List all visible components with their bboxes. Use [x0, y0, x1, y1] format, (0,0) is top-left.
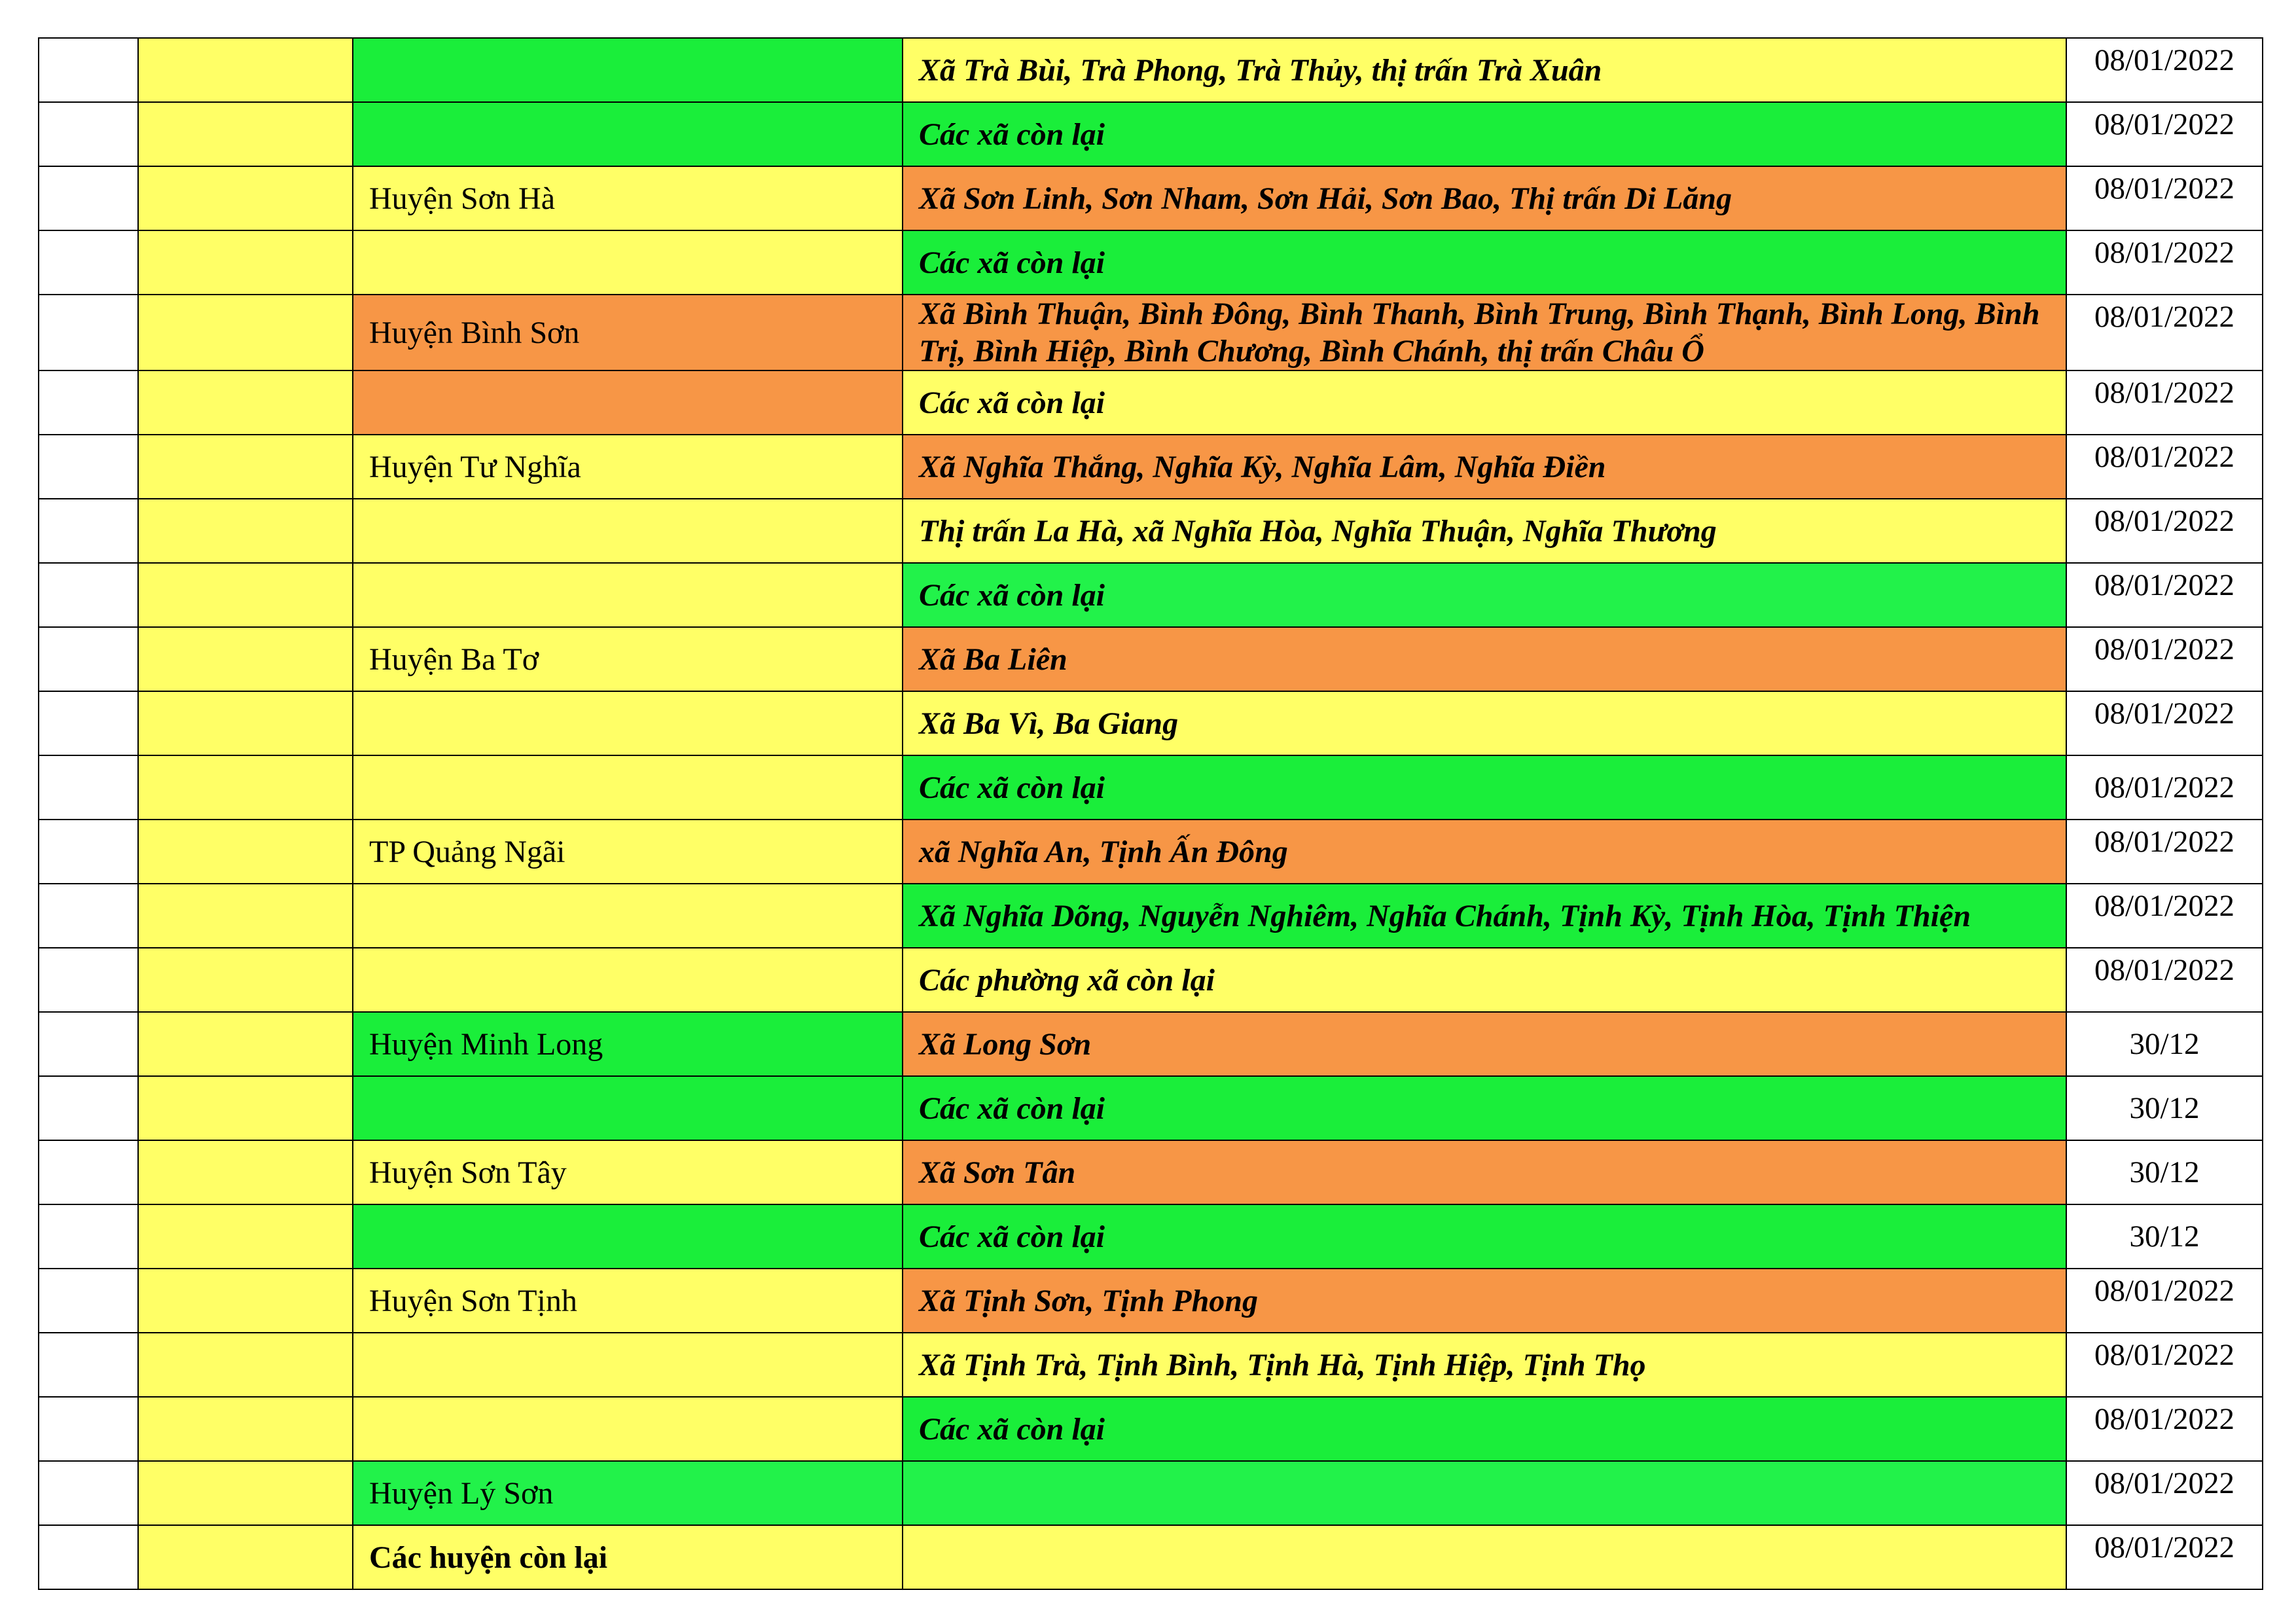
district-cell: [353, 38, 903, 102]
table-row: [39, 884, 2263, 948]
province-cell: [138, 1397, 353, 1461]
table-row: [39, 1333, 2263, 1397]
province-cell: [138, 691, 353, 755]
table-row: [39, 1076, 2263, 1140]
commune-cell: Xã Ba Liên: [903, 627, 2066, 691]
province-cell: [138, 295, 353, 370]
index-cell: [39, 1269, 138, 1333]
date-cell: 08/01/2022: [2066, 1461, 2263, 1525]
commune-cell: Các xã còn lại: [903, 1397, 2066, 1461]
commune-cell: Các xã còn lại: [903, 755, 2066, 820]
index-cell: [39, 102, 138, 166]
table-row: [39, 435, 2263, 499]
date-cell: 08/01/2022: [2066, 948, 2263, 1012]
table-row: [39, 820, 2263, 884]
district-cell: Huyện Sơn Hà: [353, 166, 903, 230]
table-row: [39, 948, 2263, 1012]
commune-cell: Xã Sơn Tân: [903, 1140, 2066, 1204]
district-cell: [353, 1397, 903, 1461]
zone-table: [38, 37, 2263, 1590]
table-row: [39, 102, 2263, 166]
index-cell: [39, 499, 138, 563]
index-cell: [39, 1204, 138, 1269]
province-cell: [138, 1461, 353, 1525]
date-cell: 08/01/2022: [2066, 1333, 2263, 1397]
commune-cell: Các xã còn lại: [903, 1204, 2066, 1269]
table-row: [39, 1012, 2263, 1076]
table-row: [39, 1140, 2263, 1204]
index-cell: [39, 627, 138, 691]
date-cell: 08/01/2022: [2066, 691, 2263, 755]
commune-cell: Các xã còn lại: [903, 230, 2066, 295]
commune-cell: Các xã còn lại: [903, 1076, 2066, 1140]
district-cell: [353, 499, 903, 563]
date-cell: 30/12: [2066, 1140, 2263, 1204]
table-row: [39, 295, 2263, 370]
province-cell: [138, 1525, 353, 1589]
index-cell: [39, 1461, 138, 1525]
table-row: [39, 1204, 2263, 1269]
district-cell: [353, 948, 903, 1012]
date-cell: 08/01/2022: [2066, 820, 2263, 884]
index-cell: [39, 1525, 138, 1589]
table-row: [39, 38, 2263, 102]
date-cell: 30/12: [2066, 1076, 2263, 1140]
commune-cell: Xã Sơn Linh, Sơn Nham, Sơn Hải, Sơn Bao, Thị trấn Di Lăng: [903, 166, 2066, 230]
province-cell: [138, 38, 353, 102]
table-row: [39, 755, 2263, 820]
zone-table-body: [39, 38, 2263, 1589]
table-row: [39, 627, 2263, 691]
date-cell: 08/01/2022: [2066, 1397, 2263, 1461]
province-cell: [138, 563, 353, 627]
date-cell: 08/01/2022: [2066, 627, 2263, 691]
index-cell: [39, 884, 138, 948]
district-cell: Huyện Lý Sơn: [353, 1461, 903, 1525]
province-cell: [138, 1333, 353, 1397]
province-cell: [138, 755, 353, 820]
district-cell: Huyện Minh Long: [353, 1012, 903, 1076]
commune-cell: Xã Ba Vì, Ba Giang: [903, 691, 2066, 755]
index-cell: [39, 1333, 138, 1397]
commune-cell: [903, 1461, 2066, 1525]
commune-cell: Các xã còn lại: [903, 370, 2066, 435]
date-cell: 08/01/2022: [2066, 755, 2263, 820]
table-row: [39, 1525, 2263, 1589]
district-cell: [353, 563, 903, 627]
district-cell: Huyện Sơn Tịnh: [353, 1269, 903, 1333]
date-cell: 08/01/2022: [2066, 884, 2263, 948]
index-cell: [39, 295, 138, 370]
table-row: [39, 499, 2263, 563]
date-cell: 08/01/2022: [2066, 295, 2263, 370]
date-cell: 08/01/2022: [2066, 435, 2263, 499]
province-cell: [138, 499, 353, 563]
commune-cell: Các xã còn lại: [903, 102, 2066, 166]
province-cell: [138, 948, 353, 1012]
district-cell: [353, 691, 903, 755]
date-cell: 08/01/2022: [2066, 499, 2263, 563]
commune-cell: Các phường xã còn lại: [903, 948, 2066, 1012]
province-cell: [138, 884, 353, 948]
date-cell: 08/01/2022: [2066, 563, 2263, 627]
district-cell: Huyện Sơn Tây: [353, 1140, 903, 1204]
province-cell: [138, 820, 353, 884]
commune-cell: Thị trấn La Hà, xã Nghĩa Hòa, Nghĩa Thuận, Nghĩa Thương: [903, 499, 2066, 563]
district-cell: TP Quảng Ngãi: [353, 820, 903, 884]
district-cell: Huyện Bình Sơn: [353, 295, 903, 370]
index-cell: [39, 230, 138, 295]
table-row: [39, 691, 2263, 755]
date-cell: 08/01/2022: [2066, 1525, 2263, 1589]
index-cell: [39, 563, 138, 627]
index-cell: [39, 691, 138, 755]
province-cell: [138, 435, 353, 499]
province-cell: [138, 1204, 353, 1269]
province-cell: [138, 627, 353, 691]
district-cell: [353, 1333, 903, 1397]
province-cell: [138, 370, 353, 435]
table-row: [39, 230, 2263, 295]
district-cell: Huyện Ba Tơ: [353, 627, 903, 691]
table-row: [39, 1269, 2263, 1333]
index-cell: [39, 755, 138, 820]
district-cell: [353, 1076, 903, 1140]
index-cell: [39, 1076, 138, 1140]
table-row: [39, 370, 2263, 435]
date-cell: 08/01/2022: [2066, 370, 2263, 435]
province-cell: [138, 102, 353, 166]
index-cell: [39, 370, 138, 435]
commune-cell: Xã Tịnh Trà, Tịnh Bình, Tịnh Hà, Tịnh Hiệp, Tịnh Thọ: [903, 1333, 2066, 1397]
province-cell: [138, 1012, 353, 1076]
index-cell: [39, 166, 138, 230]
commune-cell: Xã Nghĩa Dõng, Nguyễn Nghiêm, Nghĩa Chánh, Tịnh Kỳ, Tịnh Hòa, Tịnh Thiện: [903, 884, 2066, 948]
date-cell: 30/12: [2066, 1012, 2263, 1076]
province-cell: [138, 1076, 353, 1140]
province-cell: [138, 1269, 353, 1333]
province-cell: [138, 230, 353, 295]
commune-cell: Xã Bình Thuận, Bình Đông, Bình Thanh, Bình Trung, Bình Thạnh, Bình Long, Bình Trị, Bình Hiệp, Bình Chương, Bình Chánh, thị trấn Châu Ổ: [903, 295, 2066, 370]
date-cell: 08/01/2022: [2066, 166, 2263, 230]
date-cell: 08/01/2022: [2066, 230, 2263, 295]
district-cell: Huyện Tư Nghĩa: [353, 435, 903, 499]
commune-cell: xã Nghĩa An, Tịnh Ấn Đông: [903, 820, 2066, 884]
index-cell: [39, 1140, 138, 1204]
commune-cell: Xã Trà Bùi, Trà Phong, Trà Thủy, thị trấn Trà Xuân: [903, 38, 2066, 102]
index-cell: [39, 1397, 138, 1461]
date-cell: 08/01/2022: [2066, 102, 2263, 166]
commune-cell: [903, 1525, 2066, 1589]
date-cell: 08/01/2022: [2066, 1269, 2263, 1333]
index-cell: [39, 948, 138, 1012]
district-cell: [353, 1204, 903, 1269]
table-row: [39, 1397, 2263, 1461]
table-row: [39, 1461, 2263, 1525]
district-cell: [353, 755, 903, 820]
province-cell: [138, 166, 353, 230]
index-cell: [39, 820, 138, 884]
date-cell: 30/12: [2066, 1204, 2263, 1269]
commune-cell: Các xã còn lại: [903, 563, 2066, 627]
table-row: [39, 166, 2263, 230]
index-cell: [39, 1012, 138, 1076]
index-cell: [39, 38, 138, 102]
district-cell: [353, 370, 903, 435]
district-cell: [353, 102, 903, 166]
date-cell: 08/01/2022: [2066, 38, 2263, 102]
commune-cell: Xã Long Sơn: [903, 1012, 2066, 1076]
province-cell: [138, 1140, 353, 1204]
table-row: [39, 563, 2263, 627]
commune-cell: Xã Tịnh Sơn, Tịnh Phong: [903, 1269, 2066, 1333]
district-cell: [353, 230, 903, 295]
district-cell: Các huyện còn lại: [353, 1525, 903, 1589]
district-cell: [353, 884, 903, 948]
commune-cell: Xã Nghĩa Thắng, Nghĩa Kỳ, Nghĩa Lâm, Nghĩa Điền: [903, 435, 2066, 499]
index-cell: [39, 435, 138, 499]
